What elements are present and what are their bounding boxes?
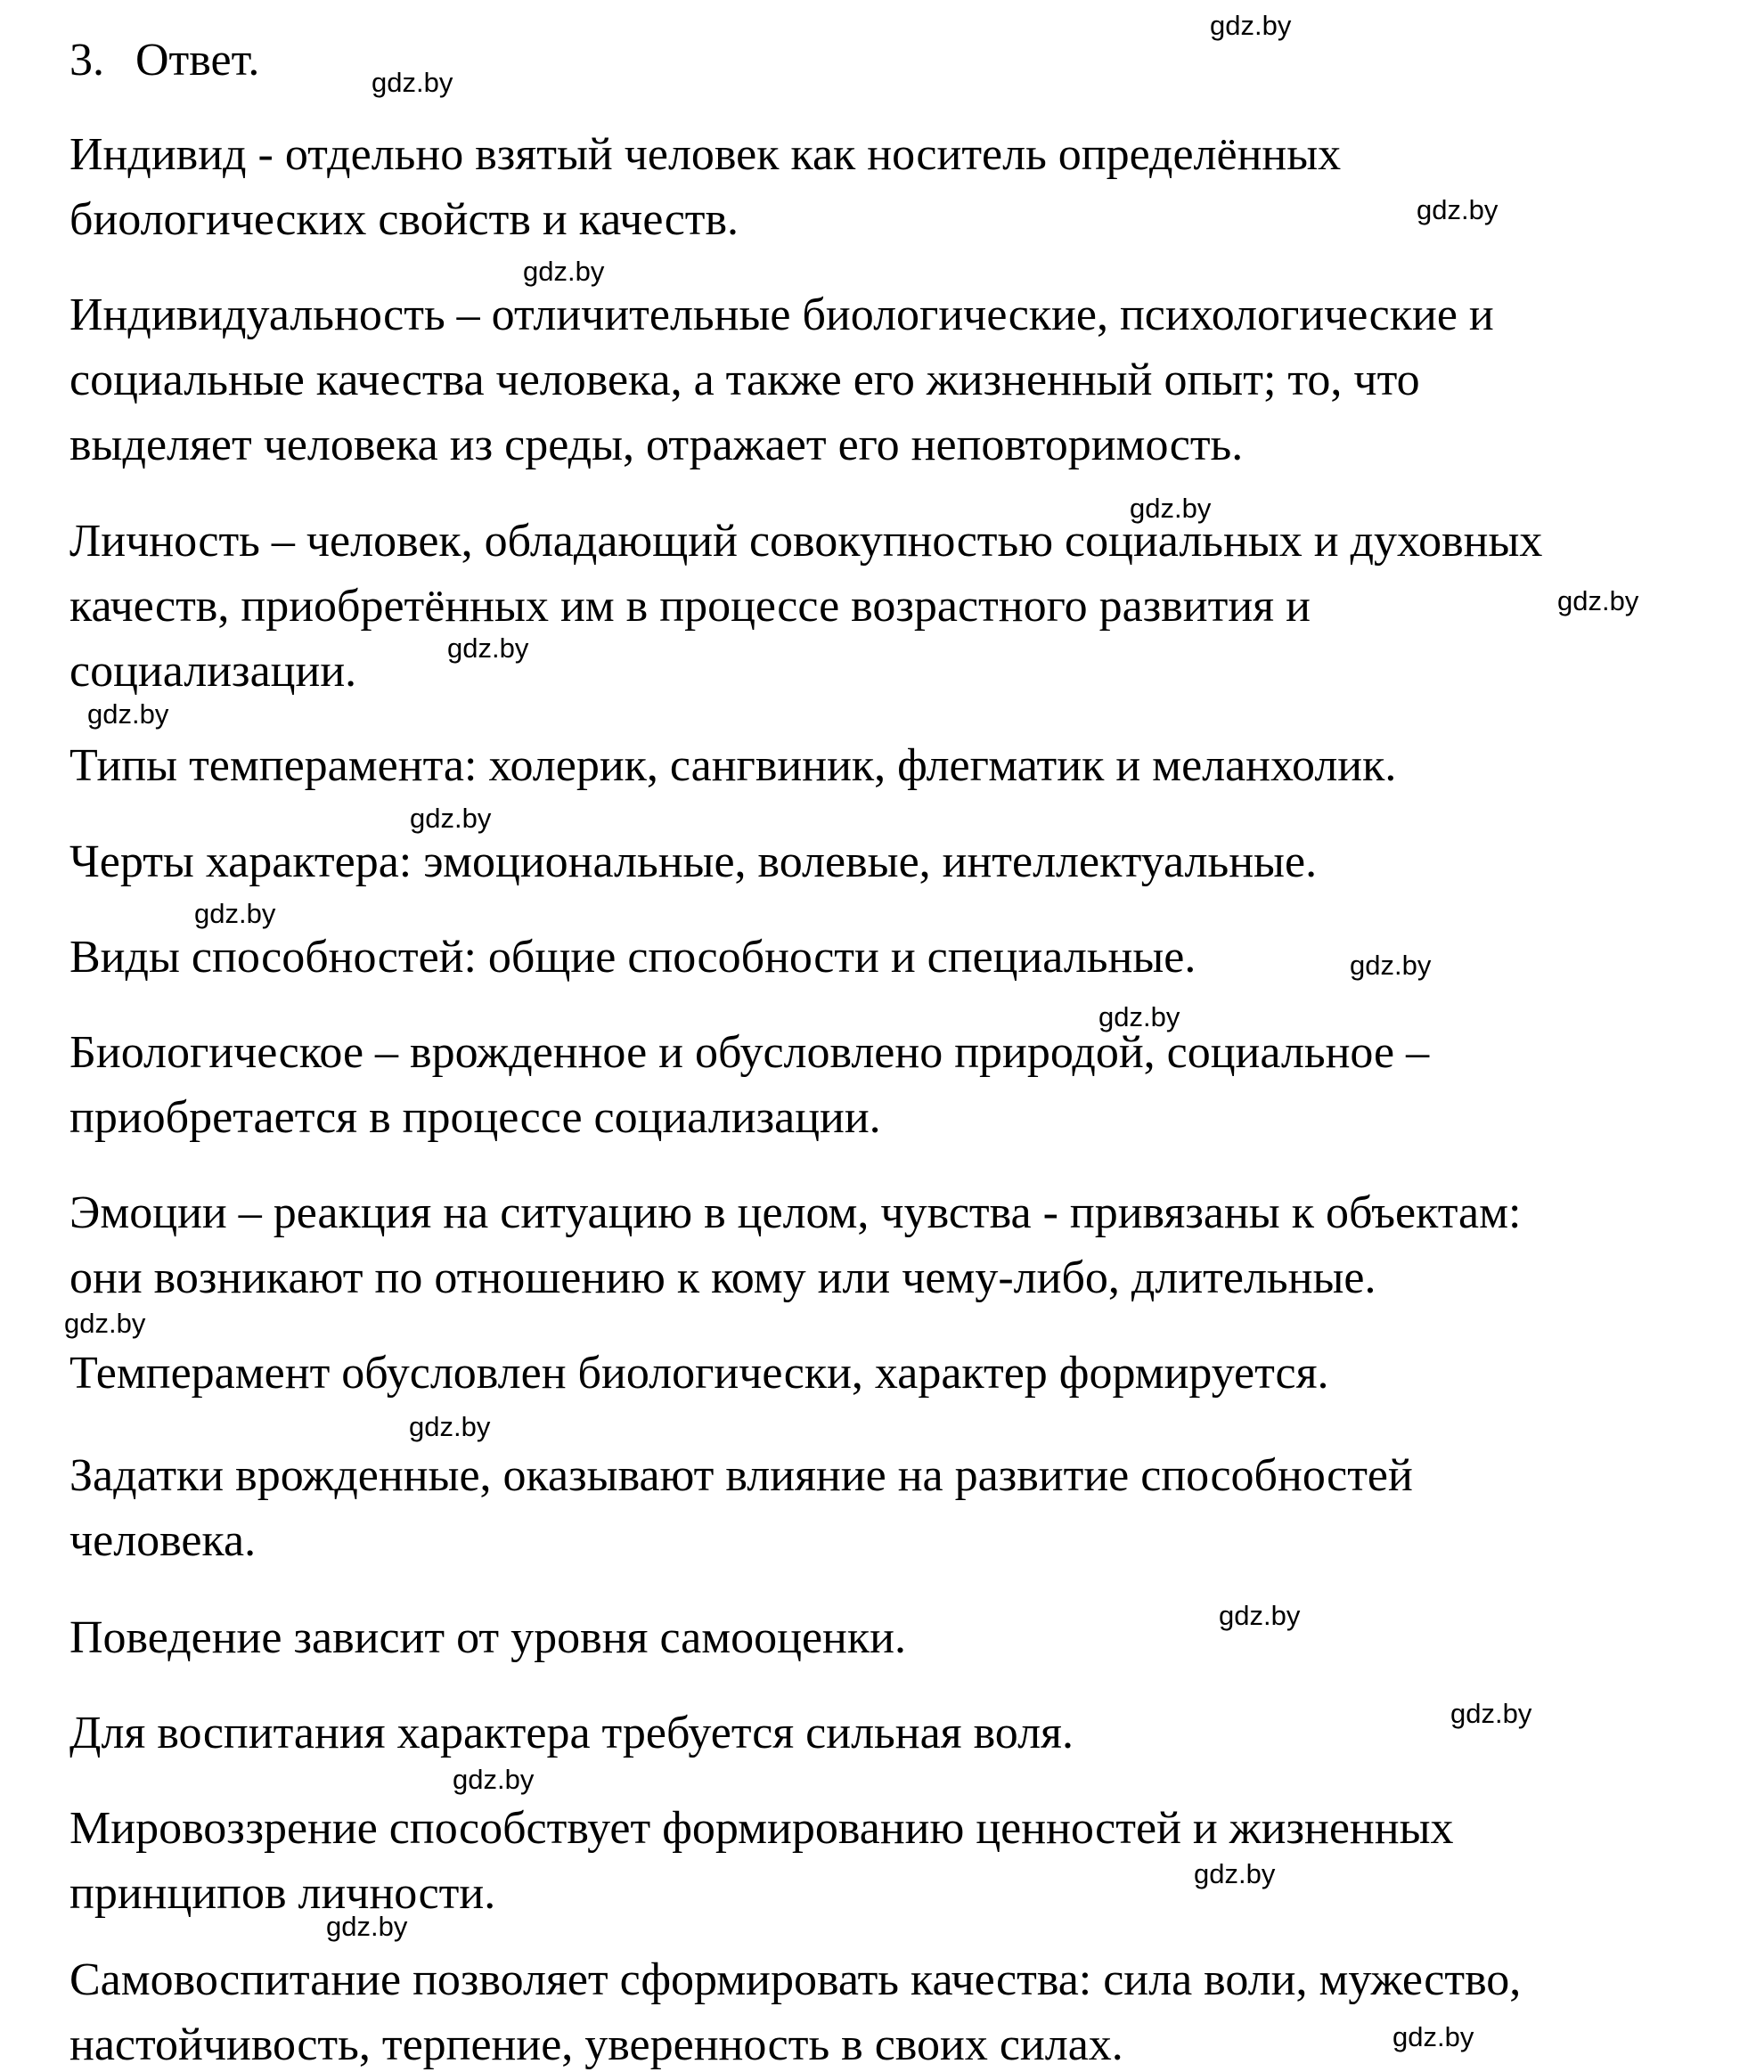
watermark: gdz.by (1350, 950, 1432, 981)
text-line: Виды способностей: общие способности и специальные. (69, 932, 1196, 983)
text-line: Биологическое – врожденное и обусловлено природой, социальное – (69, 1027, 1430, 1078)
watermark: gdz.by (194, 898, 276, 929)
watermark: gdz.by (409, 1411, 491, 1442)
answer-heading (69, 34, 259, 87)
text-line: человека. (69, 1515, 257, 1566)
text-line: социализации. (69, 646, 357, 697)
watermark: gdz.by (453, 1764, 535, 1795)
watermark: gdz.by (1219, 1600, 1301, 1631)
text-line: качеств, приобретённых им в процессе возрастного развития и (69, 581, 1311, 632)
watermark: gdz.by (447, 632, 529, 664)
text-line: Мировоззрение способствует формированию ценностей и жизненных (69, 1803, 1454, 1854)
watermark: gdz.by (64, 1308, 146, 1339)
text-line: биологических свойств и качеств. (69, 194, 739, 245)
text-line: Черты характера: эмоциональные, волевые, интеллектуальные. (69, 836, 1318, 887)
text-line: Поведение зависит от уровня самооценки. (69, 1612, 906, 1663)
watermark: gdz.by (372, 67, 453, 98)
text-line: приобретается в процессе социализации. (69, 1092, 881, 1143)
watermark: gdz.by (1557, 585, 1639, 616)
watermark: gdz.by (410, 803, 492, 834)
text-line: они возникают по отношению к кому или чему-либо, длительные. (69, 1252, 1376, 1303)
text-line: Эмоции – реакция на ситуацию в целом, чувства - привязаны к объектам: (69, 1187, 1522, 1238)
watermark: gdz.by (1098, 1001, 1180, 1032)
text-line: настойчивость, терпение, уверенность в своих силах. (69, 2019, 1123, 2070)
text-line: Самовоспитание позволяет сформировать качества: сила воли, мужество, (69, 1954, 1522, 2005)
text-line: Индивид - отдельно взятый человек как носитель определённых (69, 129, 1342, 180)
text-line: Индивидуальность – отличительные биологические, психологические и (69, 290, 1494, 340)
text-line: Темперамент обусловлен биологически, характер формируется. (69, 1348, 1329, 1399)
text-line: принципов личности. (69, 1868, 496, 1919)
watermark: gdz.by (326, 1911, 408, 1942)
text-line: Для воспитания характера требуется сильная воля. (69, 1708, 1074, 1758)
watermark: gdz.by (523, 256, 605, 287)
text-line: выделяет человека из среды, отражает его неповторимость. (69, 420, 1244, 470)
text-line: социальные качества человека, а также его жизненный опыт; то, что (69, 355, 1420, 405)
watermark: gdz.by (1194, 1858, 1276, 1889)
watermark: gdz.by (1130, 493, 1212, 524)
text-line: Типы темперамента: холерик, сангвиник, флегматик и меланхолик. (69, 740, 1397, 791)
watermark: gdz.by (1392, 2021, 1474, 2052)
answer-number: 3. (69, 35, 104, 86)
watermark: gdz.by (1210, 10, 1292, 41)
text-line: Личность – человек, обладающий совокупностью социальных и духовных (69, 516, 1543, 567)
text-line: Задатки врожденные, оказывают влияние на развитие способностей (69, 1450, 1413, 1501)
watermark: gdz.by (1450, 1698, 1532, 1729)
answer-label: Ответ. (135, 35, 260, 86)
watermark: gdz.by (87, 698, 169, 730)
watermark: gdz.by (1417, 194, 1499, 225)
